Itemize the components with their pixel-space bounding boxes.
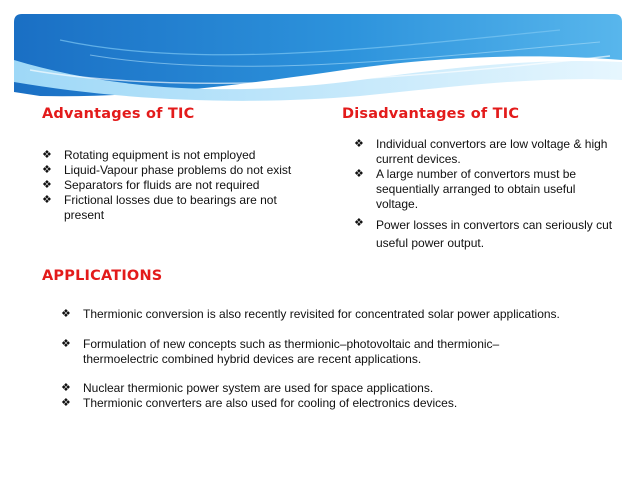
list-item: ❖ Formulation of new concepts such as thermionic–photovoltaic and thermionic–thermoelectric combined hybrid devices are recent applications. [61, 337, 500, 366]
diamond-bullet-icon: ❖ [61, 382, 71, 394]
list-item: ❖ Liquid-Vapour phase problems do not exist [42, 163, 292, 177]
diamond-bullet-icon: ❖ [42, 149, 52, 161]
header-wave-banner [0, 0, 638, 104]
list-item: ❖ Frictional losses due to bearings are not present [42, 193, 277, 222]
list-item: ❖ Individual convertors are low voltage & high current devices. [354, 137, 608, 166]
diamond-bullet-icon: ❖ [61, 338, 71, 350]
disadvantages-heading: Disadvantages of TIC [342, 106, 520, 122]
diamond-bullet-icon: ❖ [354, 168, 364, 180]
disadvantages-list [354, 137, 616, 252]
list-item: ❖ Nuclear thermionic power system are used for space applications. [61, 381, 434, 395]
diamond-bullet-icon: ❖ [61, 397, 71, 409]
diamond-bullet-icon: ❖ [354, 217, 364, 229]
applications-list [61, 307, 591, 411]
list-item: ❖ Rotating equipment is not employed [42, 148, 256, 162]
diamond-bullet-icon: ❖ [42, 164, 52, 176]
list-item: ❖ Separators for fluids are not required [42, 178, 260, 192]
list-item: ❖ A large number of convertors must be sequentially arranged to obtain useful voltage. [354, 167, 577, 211]
list-item: ❖ Thermionic converters are also used for cooling of electronics devices. [61, 396, 458, 410]
advantages-list [42, 148, 304, 223]
list-item: ❖ Thermionic conversion is also recently revisited for concentrated solar power applications. [61, 307, 560, 321]
diamond-bullet-icon: ❖ [61, 308, 71, 320]
diamond-bullet-icon: ❖ [42, 179, 52, 191]
applications-heading: APPLICATIONS [42, 268, 163, 284]
list-item: ❖ Power losses in convertors can seriously cut useful power output. [354, 217, 613, 250]
diamond-bullet-icon: ❖ [42, 194, 52, 206]
advantages-heading: Advantages of TIC [42, 106, 195, 122]
diamond-bullet-icon: ❖ [354, 138, 364, 150]
